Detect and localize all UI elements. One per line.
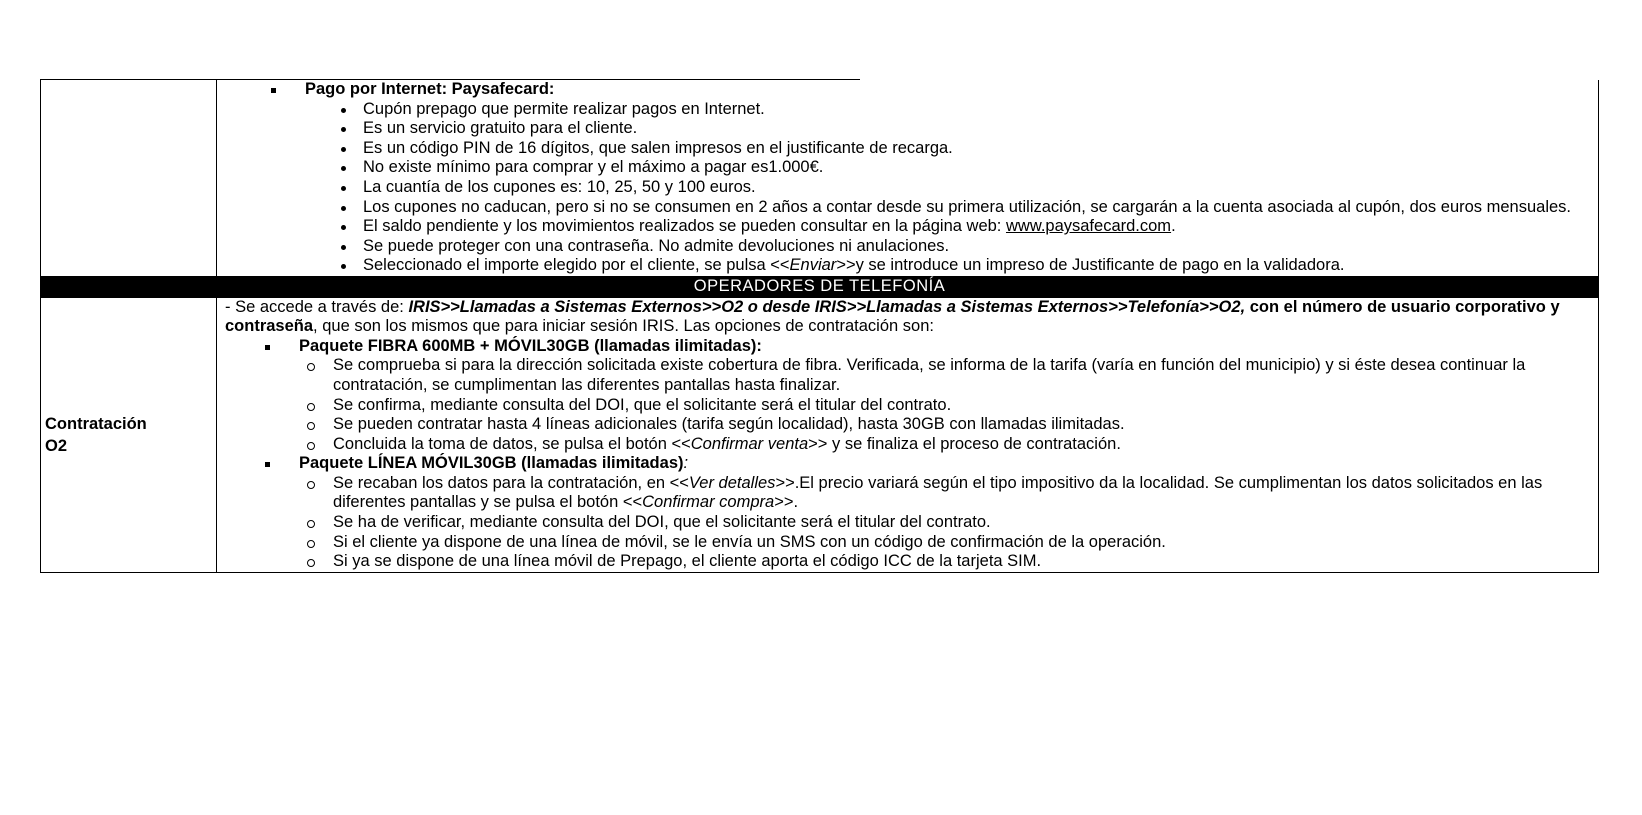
list-item: Se comprueba si para la dirección solicitada existe cobertura de fibra. Verificada, se informa de la tarifa (varía en función del municipio) y si éste desea continuar la contratación, se cumplimentan las diferentes pantallas hasta finalizar.: [217, 356, 1598, 395]
list-item: Se confirma, mediante consulta del DOI, que el solicitante será el titular del contrato.: [217, 396, 1598, 416]
paysafe-row: [41, 80, 1599, 276]
seleccionado-text: Seleccionado el importe elegido por el cliente, se pulsa <<: [363, 256, 790, 275]
pkg2-first-text: Se recaban los datos para la contratación, en <<: [333, 473, 689, 492]
pkg2-heading-suffix: :: [683, 454, 689, 473]
pkg1-heading: Paquete FIBRA 600MB + MÓVIL30GB (llamadas ilimitadas):: [217, 337, 1598, 357]
intro-credentials: con el número de usuario corporativo y contraseña: [225, 297, 1560, 336]
confirmar-venta-label: Confirmar venta: [690, 434, 809, 453]
saldo-suffix: .: [1171, 217, 1176, 236]
o2-row: [41, 297, 1599, 572]
list-item: Si el cliente ya dispone de una línea de móvil, se le envía un SMS con un código de confirmación de la operación.: [217, 533, 1598, 553]
list-item: La cuantía de los cupones es: 10, 25, 50 y 100 euros.: [223, 178, 1590, 198]
o2-label-cell: [41, 297, 217, 572]
list-item: Es un código PIN de 16 dígitos, que salen impresos en el justificante de recarga.: [223, 139, 1590, 159]
list-item: Los cupones no caducan, pero si no se consumen en 2 años a contar desde su primera utilización, se cargarán a la cuenta asociada al cupón, dos euros mensuales.: [223, 198, 1590, 218]
section-header: OPERADORES DE TELEFONÍA: [41, 276, 1599, 297]
pkg1-last-suffix: >> y se finaliza el proceso de contratación.: [808, 434, 1121, 453]
paysafe-content-cell: [217, 80, 1599, 276]
pkg2-heading-line: [217, 454, 1598, 474]
pkg2-first-suffix: >>.: [774, 493, 799, 512]
list-item: No existe mínimo para comprar y el máximo a pagar es1.000€.: [223, 158, 1590, 178]
pkg1-last-text: Concluida la toma de datos, se pulsa el botón <<: [333, 434, 691, 453]
paysafe-left-cell: [41, 80, 217, 276]
pkg2-list: [217, 474, 1598, 572]
o2-intro: [217, 298, 1598, 337]
intro-path: IRIS>>Llamadas a Sistemas Externos>>O2 o desde IRIS>>Llamadas a Sistemas Externos>>Telefonía>>O2,: [408, 297, 1246, 316]
intro-prefix: - Se accede a través de:: [225, 297, 409, 316]
list-item: Cupón prepago que permite realizar pagos en Internet.: [223, 100, 1590, 120]
enviar-label: Enviar: [789, 256, 837, 275]
o2-label-line2: O2: [45, 436, 68, 455]
o2-label-line1: Contratación: [45, 414, 147, 433]
list-item: Se ha de verificar, mediante consulta del DOI, que el solicitante será el titular del contrato.: [217, 513, 1598, 533]
list-item: Se pueden contratar hasta 4 líneas adicionales (tarifa según localidad), hasta 30GB con llamadas ilimitadas.: [217, 415, 1598, 435]
info-table: [40, 80, 1599, 573]
o2-content-cell: [217, 297, 1599, 572]
paysafe-heading: Pago por Internet: Paysafecard:: [223, 80, 1590, 100]
paysafecard-link[interactable]: www.paysafecard.com: [1005, 217, 1172, 236]
list-item: Si ya se dispone de una línea móvil de Prepago, el cliente aporta el código ICC de la tarjeta SIM.: [217, 552, 1598, 572]
list-item: [217, 435, 1598, 455]
list-item: Es un servicio gratuito para el cliente.: [223, 119, 1590, 139]
ver-detalles-label: Ver detalles: [688, 473, 776, 492]
pkg1-list: [217, 356, 1598, 454]
pkg2-heading: Paquete LÍNEA MÓVIL30GB (llamadas ilimitadas): [299, 454, 684, 473]
list-item: [223, 217, 1590, 237]
saldo-text: El saldo pendiente y los movimientos realizados se pueden consultar en la página web:: [363, 217, 1006, 236]
list-item: Se puede proteger con una contraseña. No admite devoluciones ni anulaciones.: [223, 237, 1590, 257]
seleccionado-suffix: >>y se introduce un impreso de Justificante de pago en la validadora.: [836, 256, 1345, 275]
list-item: [217, 474, 1598, 513]
pkg2-first-middle: >>.El precio variará según el tipo impositivo da la localidad. Se cumplimentan los datos solicitados en las diferentes pantallas y se pulsa el botón <<: [333, 473, 1543, 512]
confirmar-compra-label: Confirmar compra: [642, 493, 775, 512]
section-header-row: [41, 276, 1599, 297]
paysafe-list: [223, 100, 1590, 276]
list-item: [223, 256, 1590, 276]
intro-suffix: , que son los mismos que para iniciar sesión IRIS. Las opciones de contratación son:: [313, 317, 934, 336]
document: [40, 80, 1598, 573]
